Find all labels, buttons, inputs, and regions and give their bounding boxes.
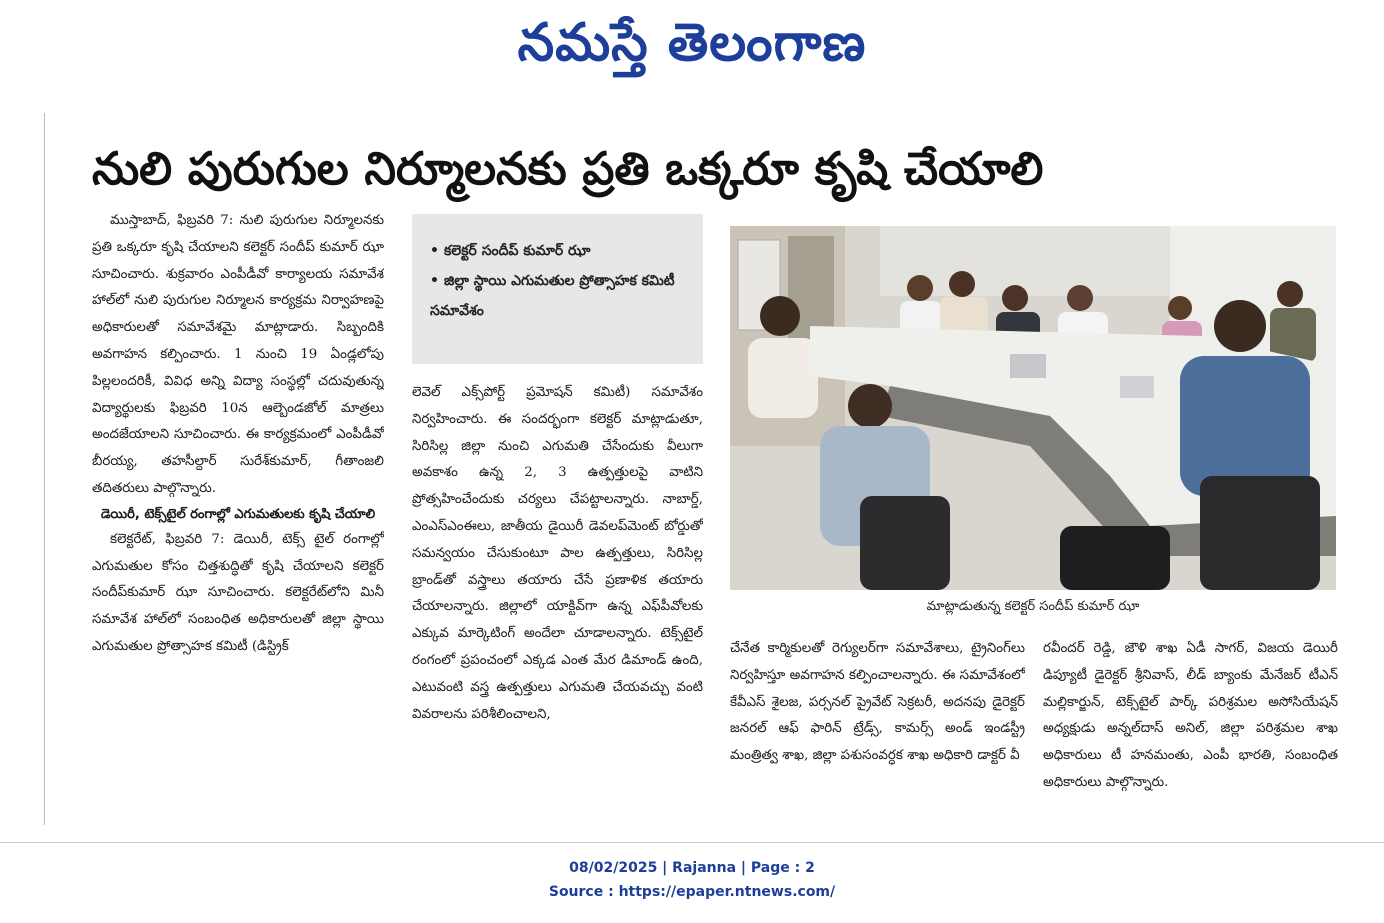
article-headline: నులి పురుగుల నిర్మూలనకు ప్రతి ఒక్కరూ కృషి చేయాలి — [92, 142, 1044, 195]
story2-text-part2: లెవెల్ ఎక్స్‌పోర్ట్ ప్రమోషన్ కమిటీ) సమావేశం నిర్వహించారు. ఈ సందర్భంగా కలెక్టర్ మాట్లాడుతూ, సిరిసిల్ల జిల్లా నుంచి ఎగుమతి చేసేందుకు వీలుగా అవకాశం ఉన్న 2, 3 ఉత్పత్తులపై వాటిని ప్రోత్సహించేందుకు చర్యలు చేపట్టాలన్నారు. నాబార్డ్, ఎంఎస్ఎంఈలు, జాతీయ డైయిరీ డెవలప్‌మెంట్ బోర్డుతో సమన్వయం చేసుకుంటూ పాల ఉత్పత్తులు, సిరిసిల్ల బ్రాండ్‌తో వస్త్రాలు తయారు చేసే ప్రణాళిక తయారు చేయాలన్నారు. జిల్లాలో యాక్టివ్‌గా ఉన్న ఎఫ్‌పీవోలకు ఎక్కువ మార్కెటింగ్ అందేలా చూడాలన్నారు. టెక్స్‌టైల్ రంగంలో ప్రపంచంలో ఎక్కడ ఎంత మేర డిమాండ్ ఉంది, ఎటువంటి వస్త్ర ఉత్పత్తులు ఎగుమతి చేయవచ్చు వంటి వివరాలను పరిశీలించాలని, — [412, 385, 703, 722]
story2-text-part4: రవీందర్ రెడ్డి, జౌళి శాఖ ఏడీ సాగర్, విజయ డెయిరీ డిప్యూటీ డైరెక్టర్ శ్రీనివాస్, లీడ్ బ్యాంకు మేనేజర్ టీఎన్ మల్లికార్జున్, టెక్స్‌టైల్ పార్క్ పరిశ్రమల అసోసియేషన్ అధ్యక్షుడు అన్నల్‌దాస్ అనిల్, జిల్లా పరిశ్రమల శాఖ అధికారులు టీ హనమంతు, ఎంపీ భారతి, సంబంధిత అధికారులు పాల్గొన్నారు. — [1043, 641, 1338, 790]
story2-subhead: డెయిరీ, టెక్స్‌టైల్ రంగాల్లో ఎగుమతులకు కృషి చేయాలి — [100, 506, 376, 522]
left-margin-rule — [44, 113, 45, 825]
article-column-2 — [412, 380, 703, 824]
story2-text-part3: చేనేత కార్మికులతో రెగ్యులర్‌గా సమావేశాలు, ట్రైనింగ్‌లు నిర్వహిస్తూ అవగాహన కల్పించాలన్నారు. ఈ సమావేశంలో కేవీఎస్ శైలజ, పర్సనల్ ప్రైవేట్ సెక్రటరీ, అదనపు డైరెక్టర్ జనరల్ ఆఫ్ ఫారిన్ ట్రేడ్స్, కామర్స్ అండ్ ఇండస్ట్రీ మంత్రిత్వ శాఖ, జిల్లా పశుసంవర్ధక శాఖ అధికారి డాక్టర్ వీ — [730, 641, 1025, 764]
meeting-photo — [730, 226, 1336, 590]
article-column-4 — [1043, 636, 1338, 824]
highlight-item-1: • కలెక్టర్ సందీప్ కుమార్ ఝా — [430, 236, 693, 266]
footer-divider — [0, 842, 1384, 843]
story1-text: ముస్తాబాద్, ఫిబ్రవరి 7: నులి పురుగుల నిర్మూలనకు ప్రతి ఒక్కరూ కృషి చేయాలని కలెక్టర్ సందీప్ కుమార్ ఝా సూచించారు. శుక్రవారం ఎంపీడీవో కార్యాలయ సమావేశ హాల్‌లో నులి పురుగుల నిర్మూలన కార్యక్రమ నిర్వాహణపై అధికారులతో సమావేశమై మాట్లాడారు. సిబ్బందికి అవగాహన కల్పించారు. 1 నుంచి 19 ఏండ్లలోపు పిల్లలందరికీ, వివిధ అన్ని విద్యా సంస్థల్లో చదువుతున్న విద్యార్థులకు ఫిబ్రవరి 10న ఆల్బెండజోల్ మాత్రలు అందజేయాలని సూచించారు. ఈ కార్యక్రమంలో ఎంపీడీవో బీరయ్య, తహసీల్దార్ సురేశ్‌కుమార్, గీతాంజలి తదితరులు పాల్గొన్నారు. — [92, 213, 384, 496]
edition-info: 08/02/2025 | Rajanna | Page : 2 — [569, 860, 815, 876]
article-column-1 — [92, 208, 384, 824]
bullet-icon: • — [430, 243, 439, 259]
article-column-3 — [730, 636, 1025, 824]
story2-text-part1: కలెక్టరేట్, ఫిబ్రవరి 7: డెయిరీ, టెక్స్ టైల్ రంగాల్లో ఎగుమతుల కోసం చిత్తశుద్ధితో కృషి చేయాలని కలెక్టర్ సందీప్‌కుమార్ ఝా సూచించారు. కలెక్టరేట్‌లోని మినీ సమావేశ హాల్‌లో సంబంధిత అధికారులతో జిల్లా స్థాయి ఎగుమతుల ప్రోత్సాహక కమిటీ (డిస్ట్రిక్ — [92, 531, 384, 654]
highlights-box — [412, 214, 703, 364]
bullet-icon: • — [430, 273, 439, 289]
newspaper-masthead: నమస్తే తెలంగాణ — [517, 13, 867, 73]
photo-caption: మాట్లాడుతున్న కలెక్టర్ సందీప్ కుమార్ ఝా — [926, 599, 1140, 614]
source-link[interactable]: Source : https://epaper.ntnews.com/ — [548, 884, 836, 900]
highlight-item-2: • జిల్లా స్థాయి ఎగుమతుల ప్రోత్సాహక కమిటీ సమావేశం — [430, 266, 693, 326]
